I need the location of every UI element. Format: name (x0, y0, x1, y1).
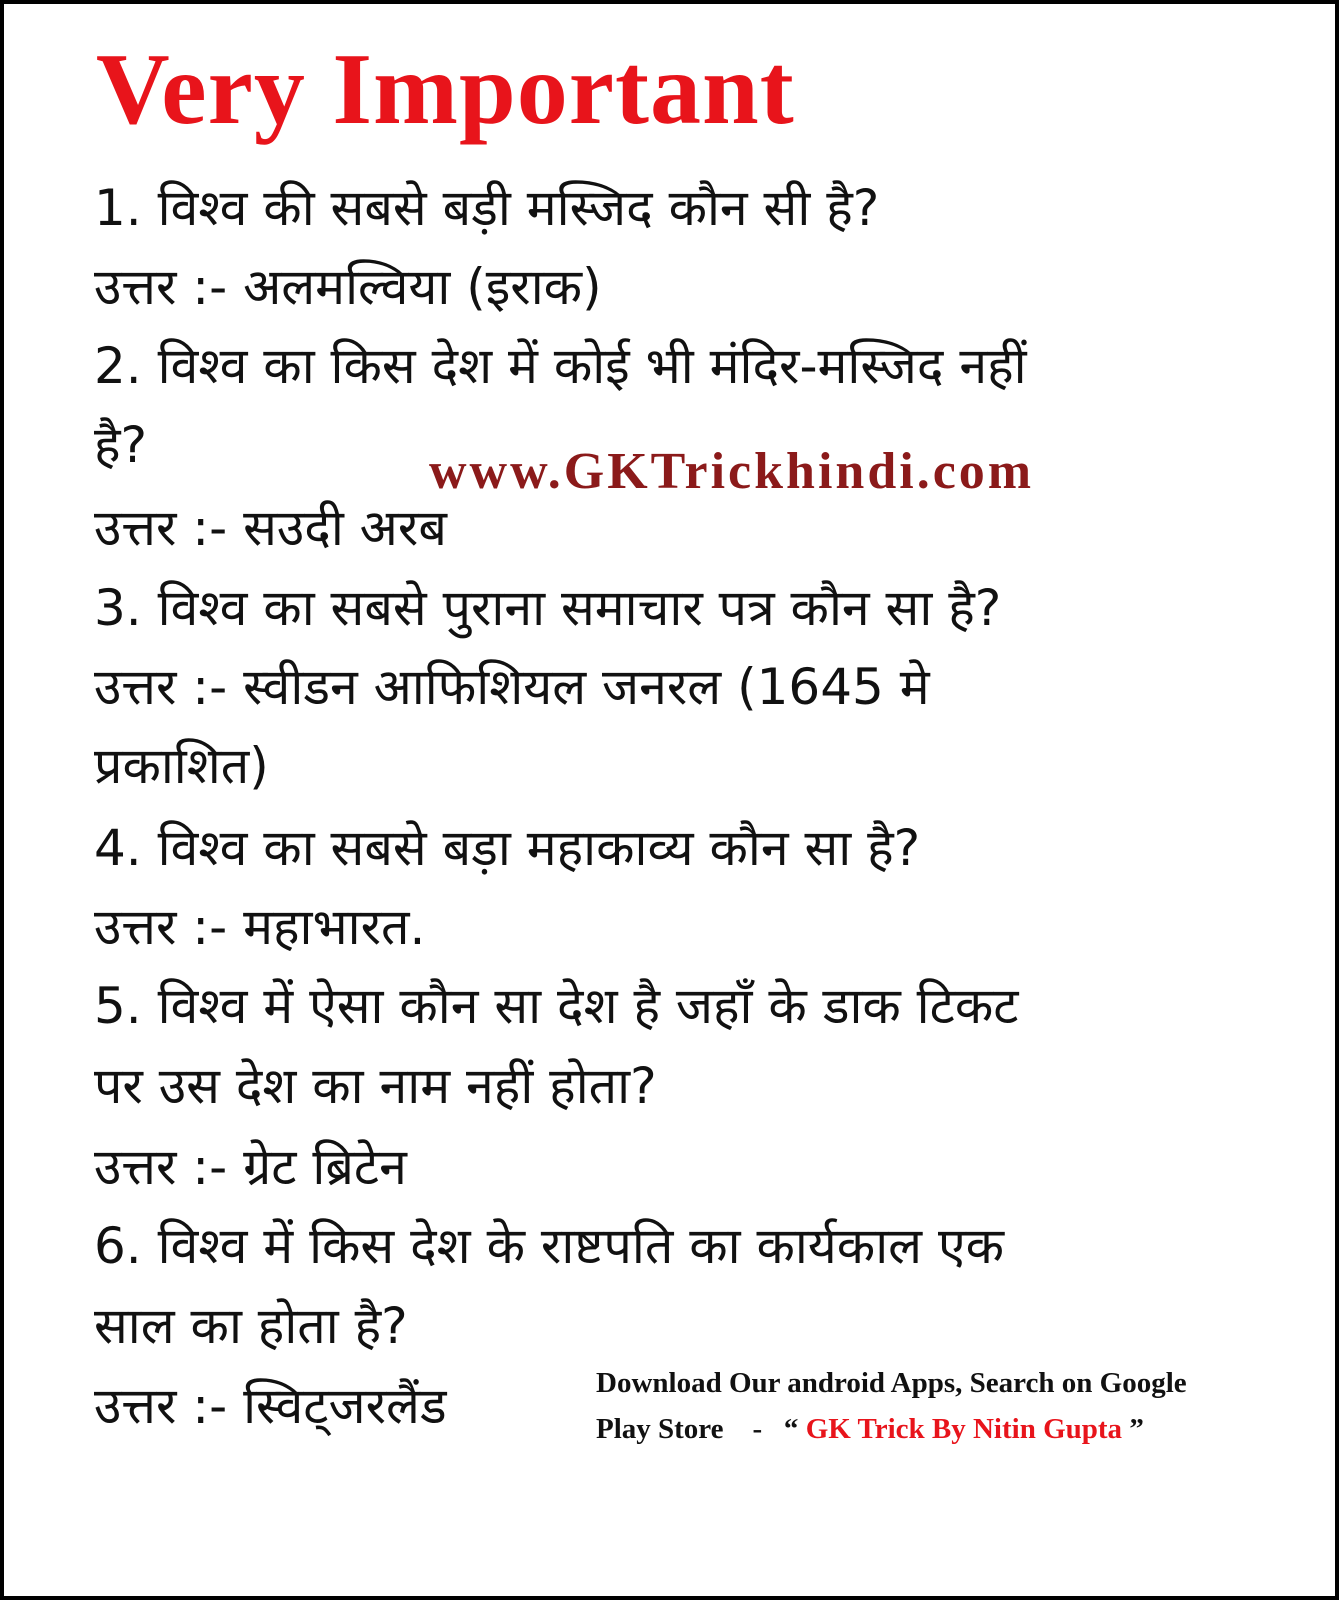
website-watermark: www.GKTrickhindi.com (429, 443, 1035, 500)
question-1: 1. विश्व की सबसे बड़ी मस्जिद कौन सी है? (94, 179, 880, 237)
promo-line-2 (596, 1406, 1296, 1452)
question-5: 5. विश्व में ऐसा कौन सा देश है जहाँ के डाक टिकट (94, 977, 1019, 1035)
promo-suffix: ” (1122, 1413, 1144, 1445)
app-promo (596, 1360, 1296, 1452)
question-3: 3. विश्व का सबसे पुराना समाचार पत्र कौन सा है? (94, 579, 1002, 637)
answer-3: उत्तर :- स्वीडन आफिशियल जनरल (1645 मे (94, 658, 930, 716)
answer-3-cont: प्रकाशित) (94, 737, 269, 795)
promo-line-1: Download Our android Apps, Search on Google (596, 1367, 1187, 1399)
promo-prefix: Play Store - “ (596, 1413, 806, 1445)
answer-6: उत्तर :- स्विट्जरलैंड (94, 1377, 447, 1435)
answer-5: उत्तर :- ग्रेट ब्रिटेन (94, 1138, 407, 1196)
question-4: 4. विश्व का सबसे बड़ा महाकाव्य कौन सा है? (94, 819, 921, 877)
question-2: 2. विश्व का किस देश में कोई भी मंदिर-मस्जिद नहीं (94, 337, 1027, 395)
question-5-cont: पर उस देश का नाम नहीं होता? (94, 1057, 657, 1115)
answer-4: उत्तर :- महाभारत. (94, 898, 426, 956)
question-2-cont: है? (94, 416, 148, 474)
answer-2: उत्तर :- सउदी अरब (94, 499, 447, 557)
answer-1: उत्तर :- अलमल्विया (इराक) (94, 258, 602, 316)
promo-brand: GK Trick By Nitin Gupta (805, 1413, 1123, 1445)
page-title: Very Important (96, 33, 795, 146)
question-6-cont: साल का होता है? (94, 1297, 408, 1355)
question-6: 6. विश्व में किस देश के राष्टपति का कार्यकाल एक (94, 1217, 1004, 1275)
